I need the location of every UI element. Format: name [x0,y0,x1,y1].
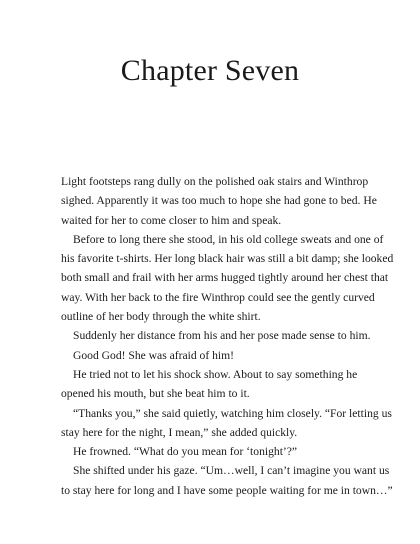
text-line: Before to long there she stood, in his old college sweats and one of [73,232,384,246]
chapter-title: Chapter Seven [120,54,300,87]
text-line: She shifted under his gaze. “Um…well, I can’t imagine you want us [73,464,390,478]
text-line: Suddenly her distance from his and her pose made sense to him. [73,329,371,343]
text-line: He frowned. “What do you mean for ‘tonight’?” [73,445,298,459]
text-line: to stay here for long and I have some people waiting for me in town…” [61,483,393,497]
text-line: both small and frail with her arms hugged tightly around her chest that [61,271,389,285]
text-line: outline of her body through the white shirt. [61,310,261,324]
text-line: stay here for the night, I mean,” she added quickly. [61,425,298,439]
text-line: way. With her back to the fire Winthrop could see the gently curved [61,290,375,304]
chapter-body [61,172,394,500]
text-line: sighed. Apparently it was too much to hope she had gone to bed. He [61,194,377,208]
text-line: “Thanks you,” she said quietly, watching him closely. “For letting us [73,406,392,420]
text-line: his favorite t-shirts. Her long black hair was still a bit damp; she looked [61,252,394,266]
text-line: opened his mouth, but she beat him to it. [61,387,250,401]
text-line: He tried not to let his shock show. About to say something he [73,367,358,381]
text-line: Light footsteps rang dully on the polished oak stairs and Winthrop [61,175,369,188]
text-line: Good God! She was afraid of him! [73,348,234,362]
text-line: waited for her to come closer to him and speak. [61,213,282,227]
